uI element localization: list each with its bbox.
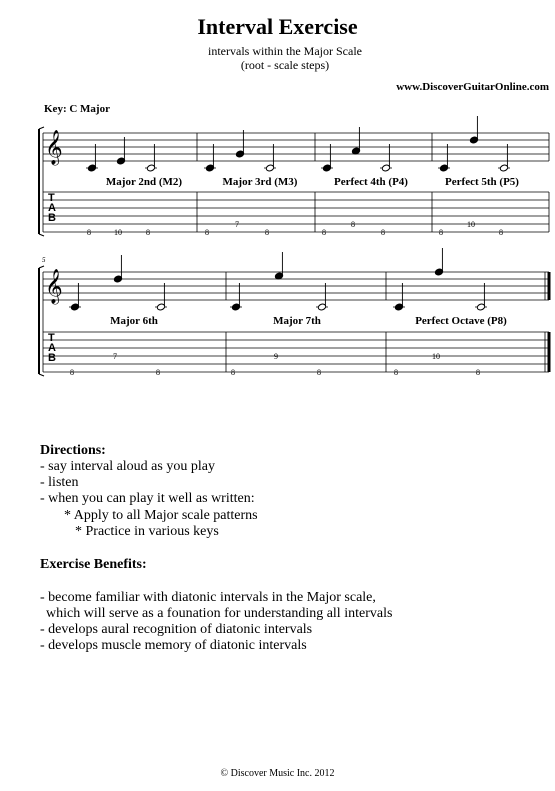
tab-fret-number: 10 [432, 352, 440, 361]
interval-label: Perfect 5th (P5) [445, 176, 519, 188]
tab-fret-number: 7 [113, 352, 117, 361]
tab-clef-letter: B [48, 212, 56, 224]
tab-clef-letter: T [48, 332, 55, 344]
interval-label: Major 3rd (M3) [222, 176, 298, 188]
interval-label: Major 7th [273, 315, 321, 327]
subtitle-line-2: (root - scale steps) [240, 58, 330, 72]
tab-clef-letter: A [48, 342, 56, 354]
tab-fret-number: 8 [205, 228, 209, 237]
tab-fret-number: 10 [114, 228, 122, 237]
directions-heading: Directions: [40, 443, 106, 458]
system-bracket-hook [39, 374, 44, 376]
tab-fret-number: 8 [70, 368, 74, 377]
tab-clef-letter: B [48, 352, 56, 364]
tab-fret-number: 8 [499, 228, 503, 237]
tab-fret-number: 8 [317, 368, 321, 377]
directions-subitem: * Apply to all Major scale patterns [64, 508, 258, 523]
directions-subitem: * Practice in various keys [75, 524, 219, 539]
interval-label: Perfect Octave (P8) [415, 315, 507, 327]
benefits-heading: Exercise Benefits: [40, 557, 147, 572]
directions-item: - say interval aloud as you play [40, 459, 215, 474]
tab-fret-number: 8 [394, 368, 398, 377]
tab-fret-number: 8 [322, 228, 326, 237]
tab-fret-number: 8 [351, 220, 355, 229]
treble-clef-icon: 𝄞 [45, 269, 63, 304]
tab-fret-number: 7 [235, 220, 239, 229]
website-label: www.DiscoverGuitarOnline.com [396, 81, 549, 93]
tab-fret-number: 8 [231, 368, 235, 377]
tab-fret-number: 8 [381, 228, 385, 237]
tab-clef-letter: T [48, 192, 55, 204]
benefits-item: - develops muscle memory of diatonic intervals [40, 638, 307, 653]
system-bracket-hook [39, 266, 44, 268]
key-signature-label: Key: C Major [44, 103, 110, 115]
tab-fret-number: 8 [476, 368, 480, 377]
page-title: Interval Exercise [197, 14, 358, 39]
benefits-item: which will serve as a founation for understanding all intervals [46, 606, 393, 621]
system-bracket-hook [39, 127, 44, 129]
benefits-item: - develops aural recognition of diatonic intervals [40, 622, 313, 637]
tab-fret-number: 8 [156, 368, 160, 377]
interval-label: Major 6th [110, 315, 158, 327]
treble-clef-icon: 𝄞 [45, 130, 63, 165]
tab-fret-number: 8 [265, 228, 269, 237]
tab-fret-number: 8 [439, 228, 443, 237]
benefits-item: - become familiar with diatonic intervals in the Major scale, [40, 590, 376, 605]
footer-copyright: © Discover Music Inc. 2012 [220, 768, 335, 779]
tab-fret-number: 8 [146, 228, 150, 237]
system-bracket-hook [39, 234, 44, 236]
tab-fret-number: 10 [467, 220, 475, 229]
interval-label: Major 2nd (M2) [105, 176, 183, 188]
tab-fret-number: 8 [87, 228, 91, 237]
directions-item: - listen [40, 475, 79, 490]
measure-number: 5 [42, 256, 46, 264]
interval-label: Perfect 4th (P4) [334, 176, 408, 188]
directions-item: - when you can play it well as written: [40, 491, 255, 506]
tab-clef-letter: A [48, 202, 56, 214]
subtitle-line-1: intervals within the Major Scale [208, 44, 362, 58]
tab-fret-number: 9 [274, 352, 278, 361]
